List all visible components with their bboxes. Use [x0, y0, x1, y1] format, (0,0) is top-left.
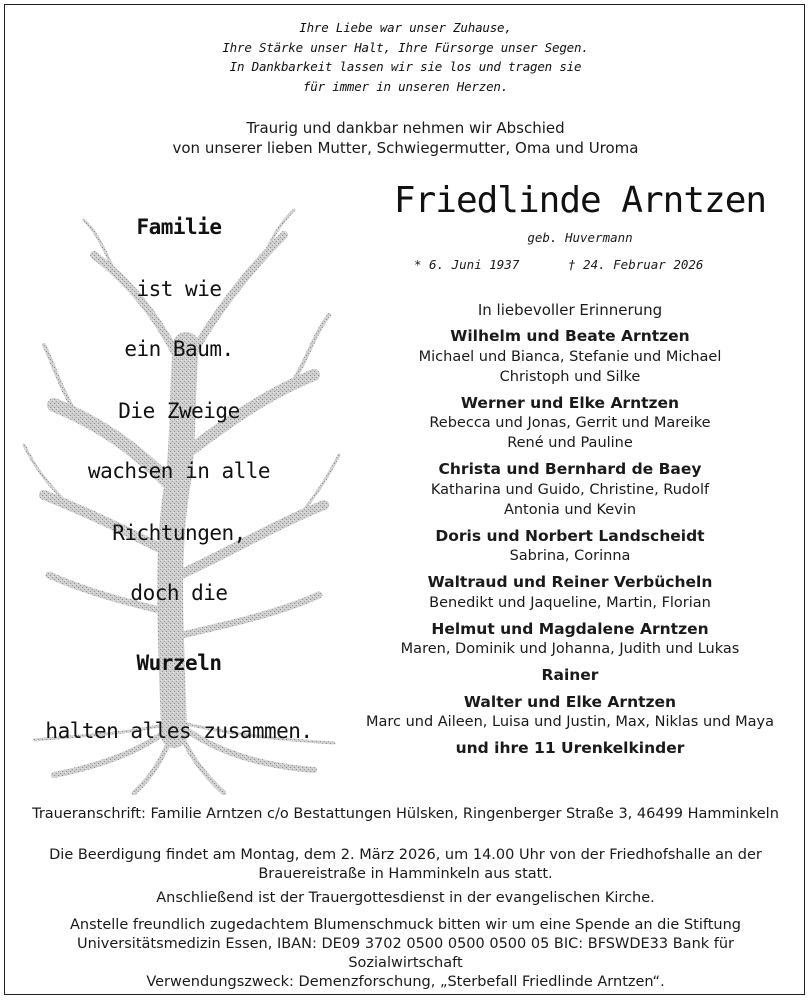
family-head: Rainer	[541, 666, 599, 684]
tree-phrase: wachsen in alle	[87, 459, 271, 483]
family-head: Werner und Elke Arntzen	[460, 393, 680, 412]
tree-phrase: Wurzeln	[136, 651, 222, 675]
poem-line: Ihre Stärke unser Halt, Ihre Fürsorge unser Segen.	[222, 39, 589, 55]
family-line: Sabrina, Corinna	[509, 548, 631, 564]
family-line: René und Pauline	[507, 435, 633, 451]
intro-line: von unserer lieben Mutter, Schwiegermutter, Oma und Uroma	[172, 139, 639, 157]
poem-line: für immer in unseren Herzen.	[302, 78, 509, 94]
born-name: geb. Huvermann	[527, 230, 633, 245]
donation-line: Anstelle freundlich zugedachtem Blumenschmuck bitten wir um eine Spende an die Stiftung	[70, 917, 741, 933]
family-line: Antonia und Kevin	[503, 501, 637, 518]
tree-phrase: Richtungen,	[112, 521, 246, 545]
poem	[0, 18, 811, 96]
family-line: Maren, Dominik und Johanna, Judith und Lukas	[400, 641, 740, 657]
funeral-line: Brauereistraße in Hamminkeln aus statt.	[258, 866, 553, 882]
funeral-info	[20, 846, 791, 884]
family-lead: In liebevoller Erinnerung	[477, 301, 663, 319]
family-line: Katharina und Guido, Christine, Rudolf	[430, 481, 710, 498]
family-line: Michael und Bianca, Stefanie und Michael	[418, 348, 722, 365]
deceased-name: Friedlinde Arntzen	[393, 180, 767, 221]
family-head: und ihre 11 Urenkelkinder	[455, 739, 685, 757]
donation-info	[20, 916, 791, 992]
poem-line: In Dankbarkeit lassen wir sie los und tragen sie	[229, 59, 582, 74]
death-date: † 24. Februar 2026	[568, 257, 704, 272]
family-line: Benedikt und Jaqueline, Martin, Florian	[429, 594, 711, 611]
tree-phrase: Familie	[136, 215, 222, 239]
tree-phrase: ist wie	[136, 277, 222, 301]
donation-line: Universitätsmedizin Essen, IBAN: DE09 3702 0500 0500 0500 05 BIC: BFSWDE33 Bank für Sozialwirtschaft	[76, 936, 735, 971]
funeral-line: Die Beerdigung findet am Montag, dem 2. März 2026, um 14.00 Uhr von der Friedhofshalle an der	[49, 847, 762, 863]
tree-phrase: halten alles zusammen.	[45, 719, 313, 743]
family-head: Christa und Bernhard de Baey	[438, 460, 702, 478]
family-head: Waltraud und Reiner Verbücheln	[427, 573, 713, 591]
family-head: Walter und Elke Arntzen	[463, 692, 677, 711]
tree-phrase: ein Baum.	[124, 337, 234, 361]
family-head: Doris und Norbert Landscheidt	[435, 526, 705, 545]
tree-phrase: Die Zweige	[118, 399, 240, 423]
service-info: Anschließend ist der Trauergottesdienst in der evangelischen Kirche.	[156, 890, 655, 906]
tree-phrase: doch die	[130, 581, 228, 605]
family-line: Christoph und Silke	[499, 368, 641, 385]
intro-line: Traurig und dankbar nehmen wir Abschied	[246, 119, 565, 137]
poem-line: Ihre Liebe war unser Zuhause,	[299, 20, 512, 35]
intro-text	[0, 118, 811, 158]
family-line: Rebecca und Jonas, Gerrit und Mareike	[429, 415, 711, 431]
tree-illustration	[14, 195, 344, 795]
family-line: Marc und Aileen, Luisa und Justin, Max, Niklas und Maya	[365, 714, 775, 730]
family-head: Helmut und Magdalene Arntzen	[431, 619, 709, 638]
family-list	[350, 300, 790, 759]
birth-date: * 6. Juni 1937	[414, 257, 520, 272]
mourning-address: Traueranschrift: Familie Arntzen c/o Bestattungen Hülsken, Ringenberger Straße 3, 46499 Hamminkeln	[32, 806, 779, 822]
family-head: Wilhelm und Beate Arntzen	[450, 327, 690, 345]
donation-line: Verwendungszweck: Demenzforschung, „Sterbefall Friedlinde Arntzen“.	[146, 974, 665, 990]
